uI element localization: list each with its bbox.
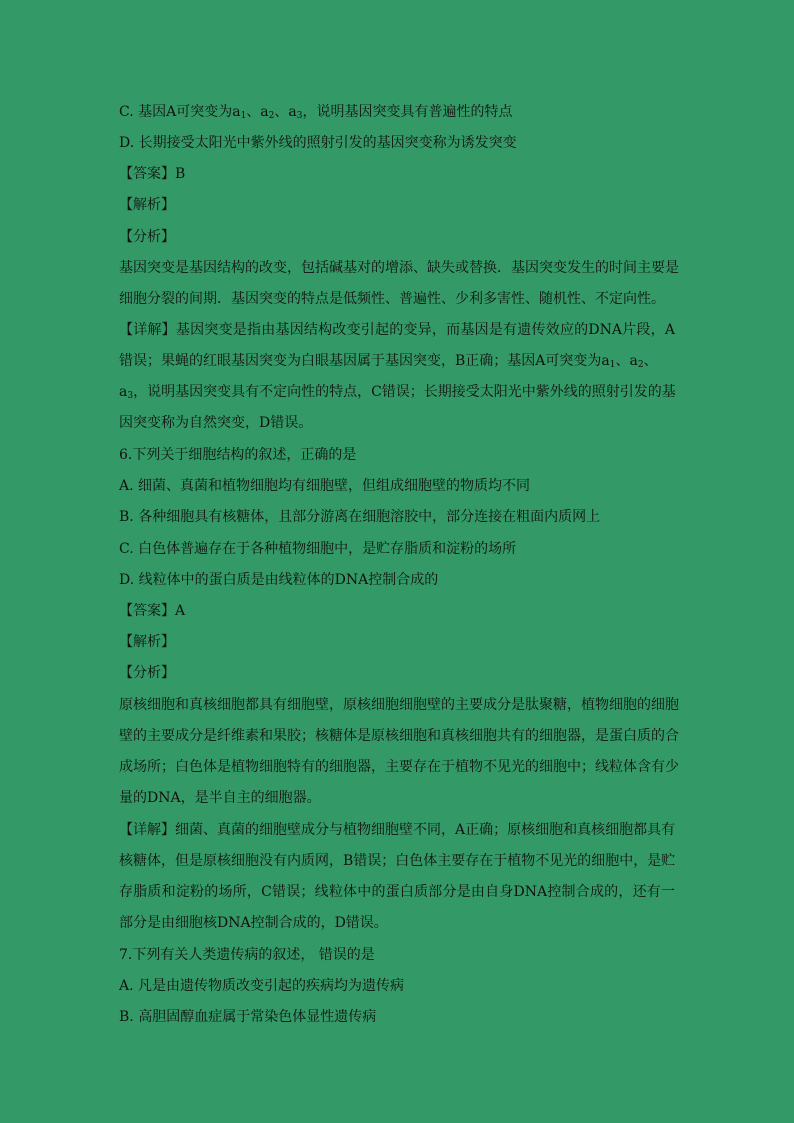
q6-fenxi-line: 量的DNA，是半自主的细胞器。 (119, 790, 321, 806)
q6-fenxi-line: 壁的主要成分是纤维素和果胶；核糖体是原核细胞和真核细胞共有的细胞器，是蛋白质的合 (119, 728, 679, 744)
q5-detail-line: 错误；果蝇的红眼基因突变为白眼基因属于基因突变，B正确；基因A可突变为$a_1$、$a_2$、 (119, 353, 658, 370)
q6-option-a: A. 细菌、真菌和植物细胞均有细胞壁，但组成细胞壁的物质均不同 (119, 478, 531, 494)
q5-option-c: C. 基因A可突变为$a_1$、$a_2$、$a_3$，说明基因突变具有普遍性的特点 (119, 104, 513, 121)
q6-stem: 6.下列关于细胞结构的叙述，正确的是 (119, 447, 357, 463)
q6-answer: 【答案】A (119, 603, 186, 619)
q6-option-b: B. 各种细胞具有核糖体，且部分游离在细胞溶胶中，部分连接在粗面内质网上 (119, 509, 601, 525)
q5-detail-line: $a_3$，说明基因突变具有不定向性的特点，C错误；长期接受太阳光中紫外线的照射引发的基 (119, 384, 676, 401)
q6-fenxi-label: 【分析】 (119, 665, 175, 681)
q5-answer: 【答案】B (119, 166, 186, 182)
q6-detail-line: 核糖体，但是原核细胞没有内质网，B错误；白色体主要存在于植物不见光的细胞中，是贮 (119, 853, 676, 869)
q6-option-c: C. 白色体普遍存在于各种植物细胞中，是贮存脂质和淀粉的场所 (119, 541, 517, 557)
q7-option-a: A. 凡是由遗传物质改变引起的疾病均为遗传病 (119, 978, 405, 994)
q5-detail-line: 因突变称为自然突变，D错误。 (119, 415, 313, 431)
q6-detail-line: 存脂质和淀粉的场所，C错误；线粒体中的蛋白质部分是由自身DNA控制合成的，还有一 (119, 884, 675, 900)
q6-option-d: D. 线粒体中的蛋白质是由线粒体的DNA控制合成的 (119, 572, 439, 588)
q7-stem: 7.下列有关人类遗传病的叙述， 错误的是 (119, 947, 375, 963)
q5-fenxi-label: 【分析】 (119, 229, 175, 245)
q5-analysis-label: 【解析】 (119, 197, 175, 213)
q6-detail-line: 【详解】细菌、真菌的细胞壁成分与植物细胞壁不同，A正确；原核细胞和真核细胞都具有 (119, 822, 676, 838)
q5-detail-line: 【详解】基因突变是指由基因结构改变引起的变异，而基因是有遗传效应的DNA片段，A (119, 322, 675, 338)
q5-fenxi-line: 细胞分裂的间期．基因突变的特点是低频性、普遍性、少利多害性、随机性、不定向性。 (119, 291, 665, 307)
q5-option-d: D. 长期接受太阳光中紫外线的照射引发的基因突变称为诱发突变 (119, 135, 517, 151)
q7-option-b: B. 高胆固醇血症属于常染色体显性遗传病 (119, 1009, 377, 1025)
q6-fenxi-line: 成场所；白色体是植物细胞特有的细胞器，主要存在于植物不见光的细胞中；线粒体含有少 (119, 759, 679, 775)
q6-fenxi-line: 原核细胞和真核细胞都具有细胞壁，原核细胞细胞壁的主要成分是肽聚糖，植物细胞的细胞 (119, 697, 679, 713)
q6-analysis-label: 【解析】 (119, 634, 175, 650)
q5-fenxi-line: 基因突变是基因结构的改变，包括碱基对的增添、缺失或替换．基因突变发生的时间主要是 (119, 260, 679, 276)
q6-detail-line: 部分是由细胞核DNA控制合成的，D错误。 (119, 915, 388, 931)
